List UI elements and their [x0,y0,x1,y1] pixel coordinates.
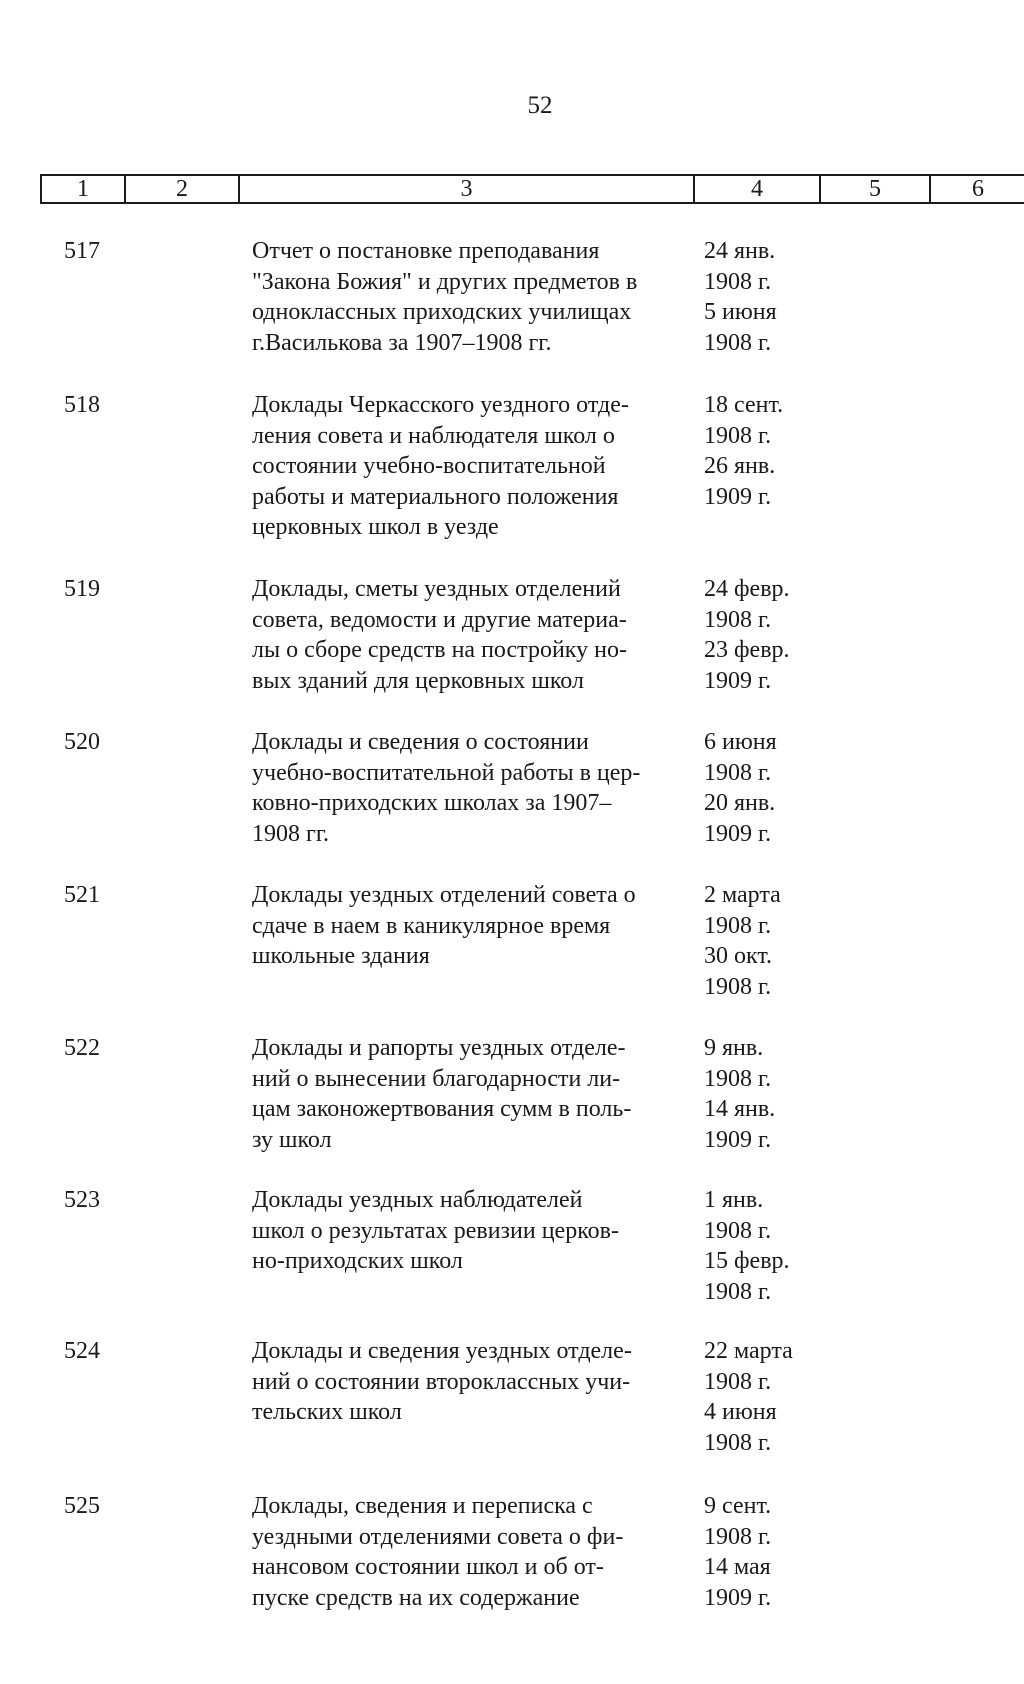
entry-number: 520 [64,729,100,755]
title-line: совета, ведомости и другие материа- [252,606,627,633]
title-line: г.Василькова за 1907–1908 гг. [252,329,552,356]
date-line: 1908 г. [704,1217,772,1244]
entry-dates [704,1491,824,1613]
entry-title [252,1491,692,1613]
date-line: 30 окт. [704,943,773,969]
title-line: Доклады и рапорты уездных отделе- [252,1035,626,1061]
entry-title [252,880,692,972]
entry-title [252,236,692,358]
title-line: Доклады Черкасского уездного отде- [252,392,629,418]
title-line: нансовом состоянии школ и об от- [252,1554,604,1580]
date-line: 15 февр. [704,1248,790,1274]
entry-number: 524 [64,1338,100,1364]
column-header-1: 1 [41,175,125,203]
column-header-5: 5 [820,175,930,203]
date-line: 1908 г. [704,1065,772,1092]
date-line: 1908 г. [704,973,772,1000]
date-line: 1908 г. [704,422,772,449]
title-line: но-приходских школ [252,1248,463,1274]
entry-dates [704,1033,824,1155]
entry-number: 518 [64,392,100,418]
date-line: 22 марта [704,1338,793,1364]
entry-dates [704,1185,824,1307]
date-line: 1 янв. [704,1187,764,1213]
date-line: 1909 г. [704,1126,772,1153]
date-line: 1908 г. [704,268,772,295]
date-line: 4 июня [704,1399,777,1425]
title-line: Доклады и сведения о состоянии [252,729,589,755]
entry-number: 519 [64,576,100,602]
title-line: уездными отделениями совета о фи- [252,1523,624,1550]
entry-dates [704,574,824,696]
title-line: учебно-воспитательной работы в цер- [252,759,641,786]
date-line: 26 янв. [704,453,776,479]
title-line: пуске средств на их содержание [252,1584,580,1611]
date-line: 23 февр. [704,637,790,663]
title-line: цам законожертвования сумм в поль- [252,1096,632,1122]
entry-dates [704,727,824,849]
entry-title [252,574,692,696]
date-line: 1909 г. [704,483,772,510]
column-header-row [40,174,1024,204]
date-line: 1908 г. [704,1278,772,1305]
date-line: 1908 г. [704,759,772,786]
date-line: 1909 г. [704,667,772,694]
date-line: 2 марта [704,882,781,908]
title-line: одноклассных приходских училищах [252,299,632,325]
date-line: 1908 г. [704,606,772,633]
date-line: 1909 г. [704,820,772,847]
title-line: Доклады и сведения уездных отделе- [252,1338,632,1364]
title-line: ний о вынесении благодарности ли- [252,1065,621,1092]
title-line: ления совета и наблюдателя школ о [252,422,615,449]
date-line: 14 мая [704,1554,771,1580]
entry-title [252,727,692,849]
entry-dates [704,390,824,512]
date-line: 1908 г. [704,1368,772,1395]
title-line: Отчет о постановке преподавания [252,238,600,264]
title-line: 1908 гг. [252,820,329,847]
date-line: 6 июня [704,729,777,755]
date-line: 20 янв. [704,790,776,816]
title-line: церковных школ в уезде [252,514,499,540]
date-line: 24 янв. [704,238,776,264]
date-line: 9 сент. [704,1493,772,1519]
title-line: Доклады уездных отделений совета о [252,882,636,908]
title-line: Доклады, сведения и переписка с [252,1493,593,1519]
title-line: зу школ [252,1126,332,1153]
date-line: 1908 г. [704,912,772,939]
title-line: лы о сборе средств на постройку но- [252,637,627,663]
date-line: 1908 г. [704,329,772,356]
entry-title [252,1336,692,1428]
title-line: состоянии учебно-воспитательной [252,453,606,479]
title-line: Доклады, сметы уездных отделений [252,576,621,602]
entry-number: 521 [64,882,100,908]
date-line: 24 февр. [704,576,790,602]
title-line: школ о результатах ревизии церков- [252,1217,619,1244]
entry-title [252,1185,692,1277]
title-line: тельских школ [252,1399,402,1425]
entry-dates [704,1336,824,1458]
entry-number: 522 [64,1035,100,1061]
column-header-6: 6 [930,175,1024,203]
date-line: 1909 г. [704,1584,772,1611]
column-header-3: 3 [239,175,694,203]
column-header-4: 4 [694,175,820,203]
title-line: школьные здания [252,943,430,969]
title-line: сдаче в наем в каникулярное время [252,912,611,939]
title-line: вых зданий для церковных школ [252,667,584,694]
date-line: 1908 г. [704,1429,772,1456]
column-header-2: 2 [125,175,239,203]
entry-title [252,1033,692,1155]
title-line: Доклады уездных наблюдателей [252,1187,583,1213]
entry-number: 523 [64,1187,100,1213]
title-line: ковно-приходских школах за 1907– [252,790,612,816]
title-line: "Закона Божия" и других предметов в [252,268,638,295]
date-line: 1908 г. [704,1523,772,1550]
entry-dates [704,880,824,1002]
date-line: 18 сент. [704,392,784,418]
date-line: 14 янв. [704,1096,776,1122]
entry-dates [704,236,824,358]
date-line: 9 янв. [704,1035,764,1061]
page-number: 52 [527,92,553,119]
entry-number: 517 [64,238,100,264]
entry-title [252,390,692,543]
date-line: 5 июня [704,299,777,325]
title-line: работы и материального положения [252,483,619,510]
title-line: ний о состоянии второклассных учи- [252,1368,631,1395]
entry-number: 525 [64,1493,100,1519]
